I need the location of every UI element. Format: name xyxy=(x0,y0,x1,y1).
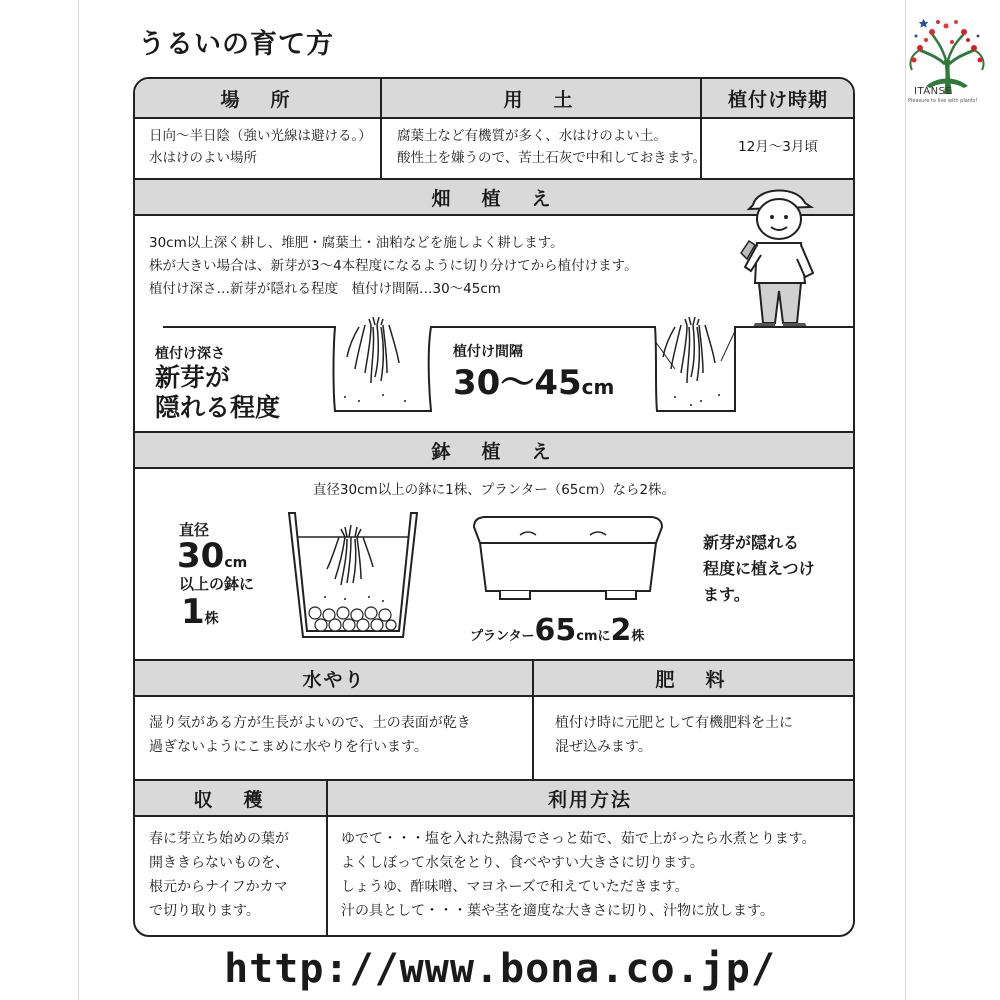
pot-diam-suffix: 以上の鉢に xyxy=(179,575,255,593)
divider xyxy=(326,779,328,937)
right-guide-line xyxy=(905,0,906,1000)
planter-illustration xyxy=(470,513,670,613)
pot-header: 鉢 植 え xyxy=(135,433,853,469)
fertilizer-header: 肥 料 xyxy=(533,661,853,697)
water-text: 湿り気がある方が生長がよいので、土の表面が乾き 過ぎないようにこまめに水やりを行います。 xyxy=(149,715,471,755)
pot-diam-value: 30cm xyxy=(177,536,248,576)
depth-label: 植付け深さ xyxy=(155,346,225,362)
pot-illustration xyxy=(285,511,421,641)
divider xyxy=(532,659,534,781)
spacing-label: 植付け間隔 xyxy=(453,344,523,360)
website-url: http://www.bona.co.jp/ xyxy=(224,946,776,992)
usage-text: ゆでて・・・塩を入れた熱湯でさっと茹で、茹で上がったら水煮とります。 よくしぼって水気をとり、食べやすい大きさに切ります。 しょうゆ、酢味噌、マヨネーズで和えていただきます。 汁の具として・・・葉や茎を適度な大きさに切り、汁物に放します。 xyxy=(341,831,816,919)
period-header: 植付け時期 xyxy=(701,79,855,119)
harvest-text: 春に芽立ち始めの葉が 開ききらないものを、 根元からナイフかカマ で切り取ります。 xyxy=(149,831,289,919)
growing-guide-card xyxy=(133,77,855,937)
harvest-header: 収 穫 xyxy=(135,781,327,817)
pot-count: 1株 xyxy=(181,592,219,632)
pot-note: 新芽が隠れる 程度に植えつけ ます。 xyxy=(703,533,815,604)
period-value: 12月〜3月頃 xyxy=(738,139,818,155)
logo-tagline: Pleasure to live with plants! xyxy=(908,98,978,104)
left-guide-line xyxy=(78,0,79,1000)
usage-header: 利用方法 xyxy=(327,781,853,817)
field-instructions: 30cm以上深く耕し、堆肥・腐葉土・油粕などを施しよく耕します。 株が大きい場合は、新芽が3〜4本程度になるように切り分けてから植付けます。 植付け深さ…新芽が隠れる程度 植付け間隔…30〜45cm xyxy=(149,235,638,297)
soil-header: 用 土 xyxy=(381,79,701,119)
pot-lead-text: 直径30cm以上の鉢に1株、プランター（65cm）なら2株。 xyxy=(312,482,676,498)
page-title: うるいの育て方 xyxy=(138,29,334,60)
pot-diam-label: 直径 xyxy=(179,521,210,539)
divider xyxy=(380,79,382,179)
spacing-value: 30〜45cm xyxy=(453,363,615,403)
fertilizer-text: 植付け時に元肥として有機肥料を土に 混ぜ込みます。 xyxy=(555,715,793,755)
planter-count: プランター65cmに2株 xyxy=(470,613,645,648)
soil-text: 腐葉土など有機質が多く、水はけのよい土。 酸性土を嫌うので、苦土石灰で中和しておきます。 xyxy=(397,128,707,166)
logo-name: ITANSE xyxy=(914,86,953,97)
field-header: 畑 植 え xyxy=(135,180,853,216)
water-header: 水やり xyxy=(135,661,533,697)
place-header: 場 所 xyxy=(135,79,381,119)
place-text: 日向〜半日陰（強い光線は避ける。） 水はけのよい場所 xyxy=(149,128,372,166)
gardener-boy-illustration xyxy=(739,183,829,328)
depth-big-text: 新芽が 隠れる程度 xyxy=(155,363,281,422)
